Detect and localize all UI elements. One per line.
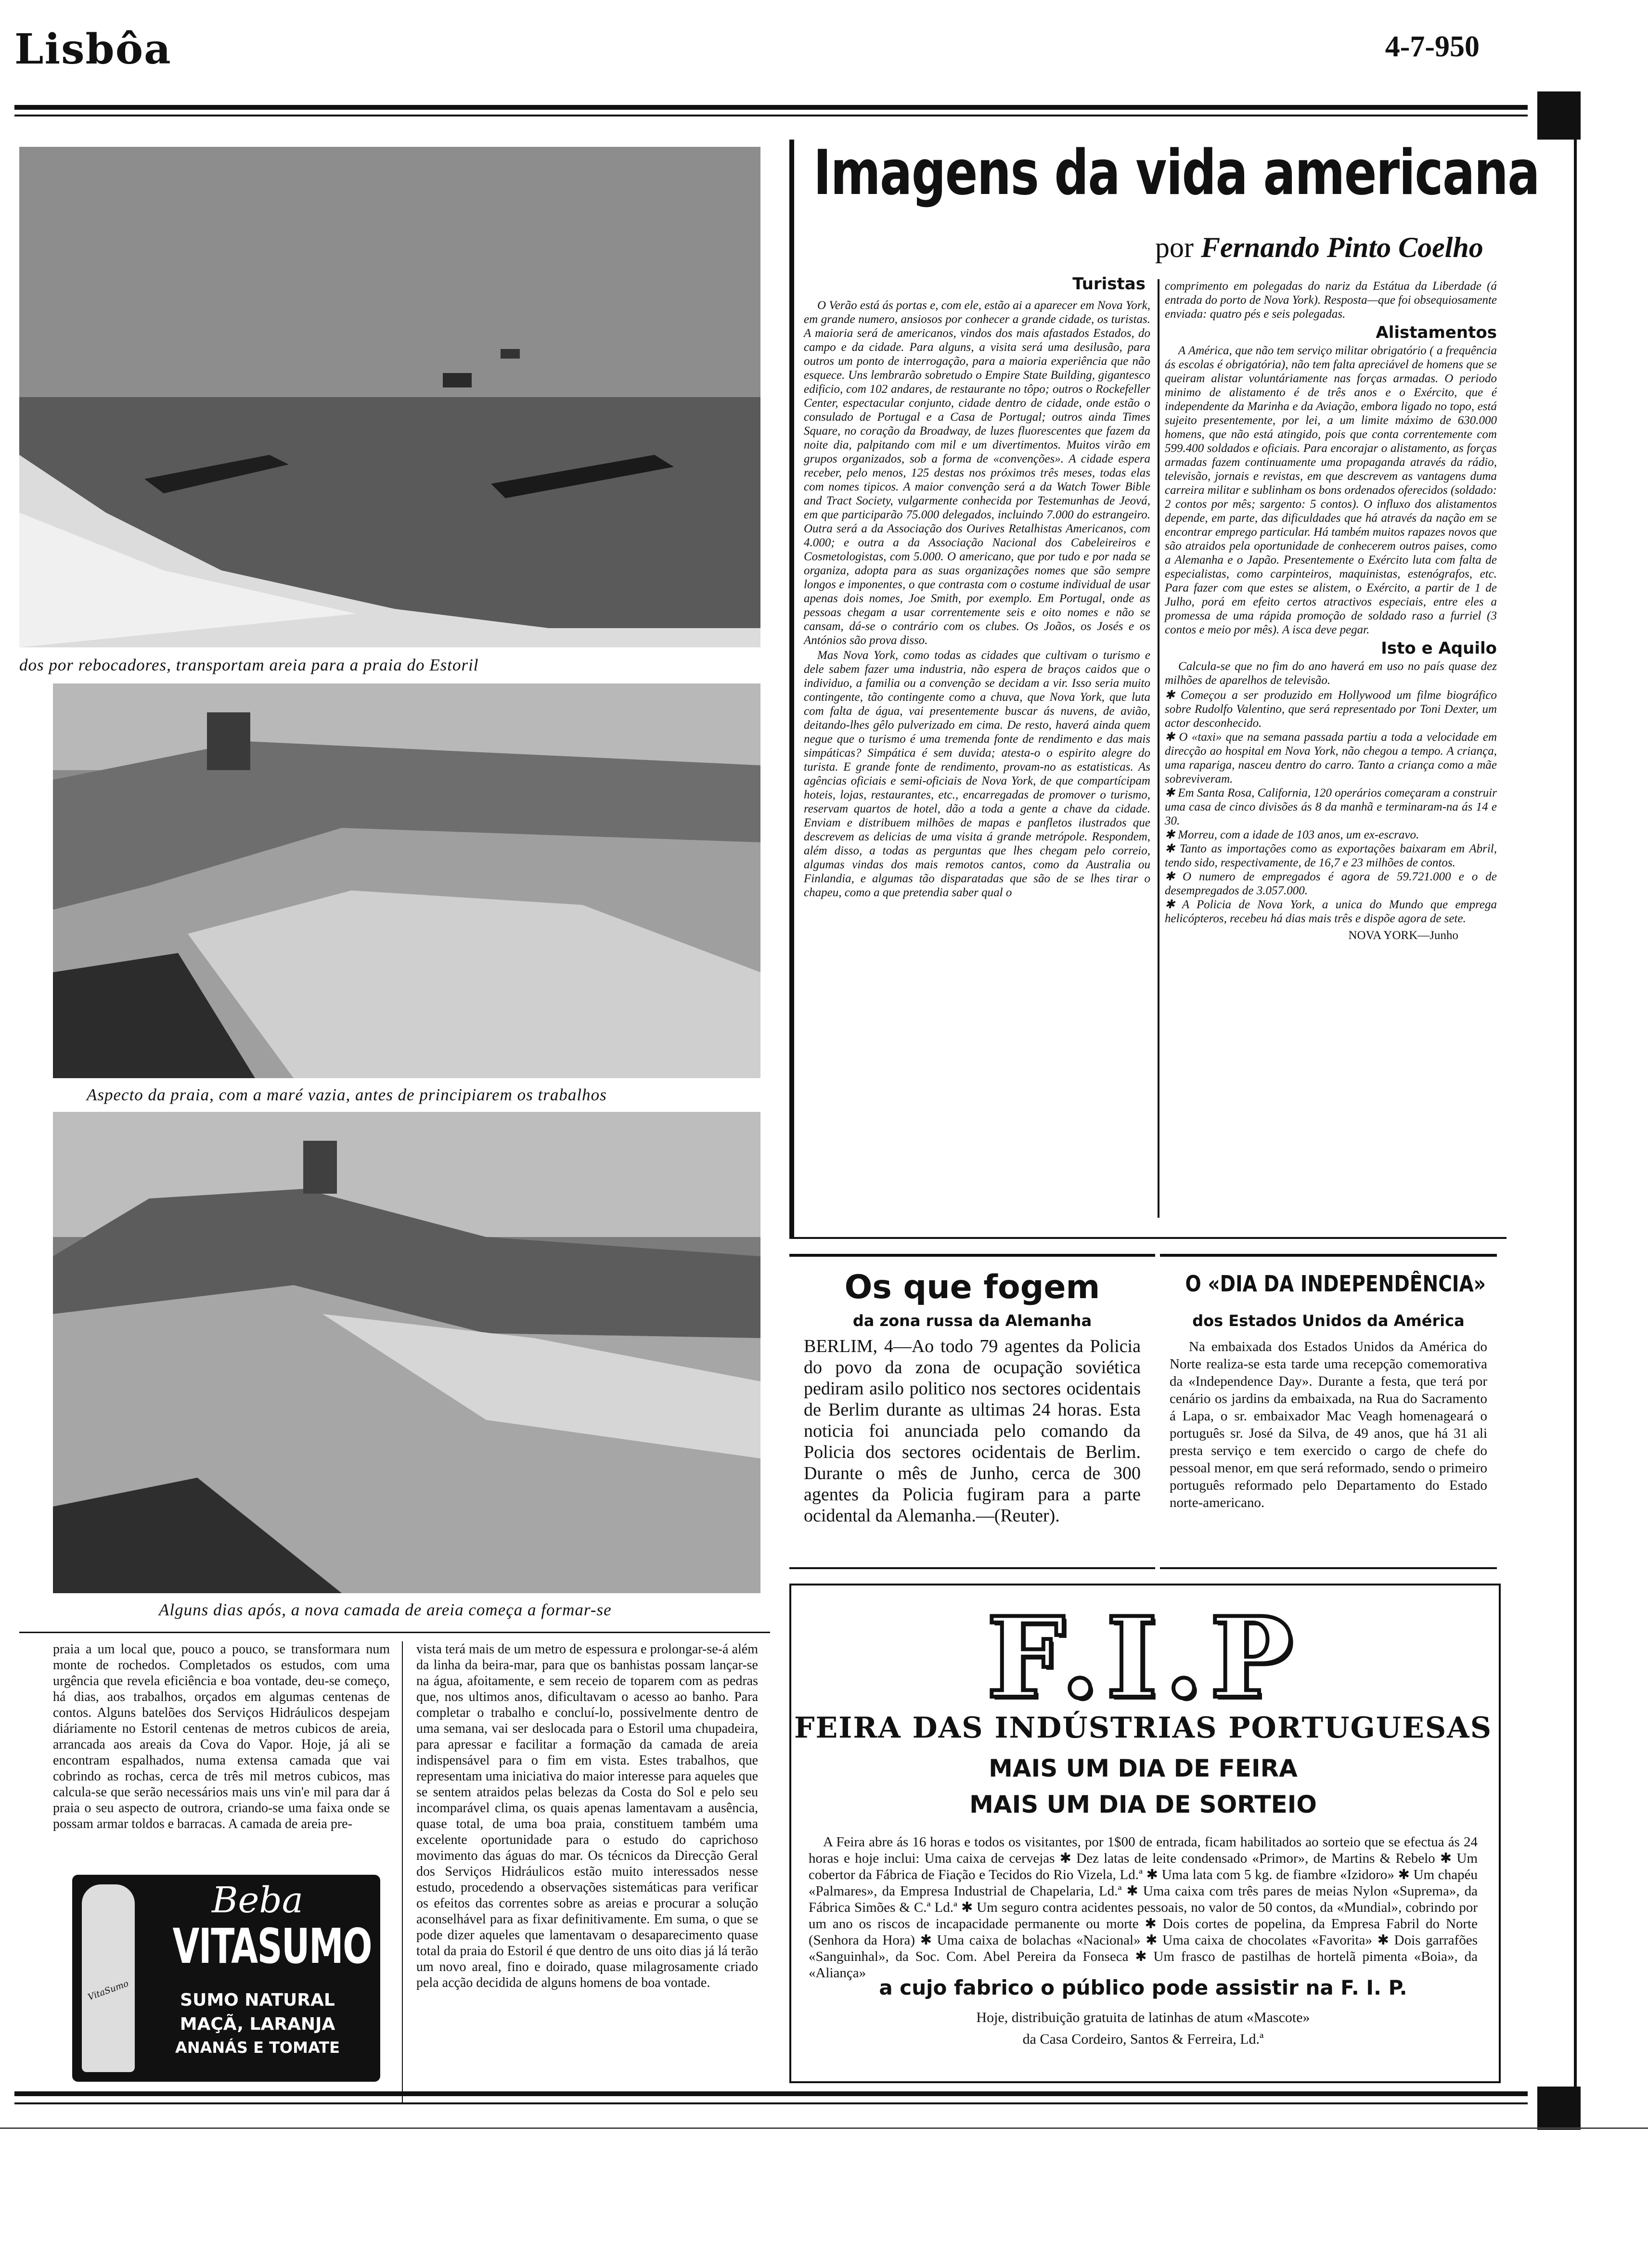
fip-slogan: a cujo fabrico o público pode assistir na F. I. P.	[879, 1976, 1407, 1999]
fip-logo: F.I.P	[986, 1593, 1300, 1723]
turistas-para-1: O Verão está ás portas e, com ele, estão ai a aparecer em Nova York, em grande numero, ansiosos por conhecer a grande cidade, os turistas. A maioria será de americanos, vindos dos mais afastados Estados, do campo e da cidade. Para alguns, a visita será uma desilusão, para outros um ponto de interrogação, para a maioria experiência que não esquece. Uns lembrarão sobretudo o Empire State Building, gigantesco edificio, com 102 andares, de restaurante no tôpo; outros o Rockefeller Center, espectacular conjunto, cidade dentro de cidade, onde estão o consulado de Portugal e a Casa de Portugal; outros ainda Times Square, no coração da Broadway, de luzes fluorescentes que fazem da noite dia, palpitando com mil e um divertimentos. Muitos virão em grupos organizados, sob a forma de «convenções». A cidade espera receber, pelo menos, 125 destas nos próximos três meses, todas elas com nomes tipicos. A maior convenção será a da Watch Tower Bible and Tract Society, vulgarmente conhecida por Testemunhas de Jeová, em que participarão 75.000 delegados, incluindo 7.000 do estrangeiro. Outra será a da Associação dos Ourives Retalhistas Americanos, com 4.000; e outra a da Associação Nacional dos Cabeleireiros e Cosmetologistas, com 5.000. O americano, que por tudo e por nada se organiza, adopta para as suas organizações nomes que são sempre longos e imponentes, o que contrasta com o costume individual de usar apenas dois nomes, Joe Smith, por exemplo. Em Portugal, onde as pessoas chegam a usar correntemente seis e oito nomes e não se cansam, dá-se o contrário com os clubes. Os Joãos, os Josés e os Antónios são prova disso.	[804, 299, 1150, 647]
alistamentos-paragraph: A América, que não tem serviço militar obrigatório ( a frequência ás escolas é obrigatória), não tem falta apreciável de homens que se queiram alistar voluntáriamente nas forças armadas. O periodo minimo de alistamento é de três anos e o Exército, que é independente da Marinha e da Aviação, embora ligado no topo, está sujeito presentemente, por lei, a um limite máximo de 630.000 homens, que não está atingido, pois que conta correntemente com 599.400 soldados e oficiais. Para encorajar o alistamento, as forças armadas fazem continuamente uma propaganda através da rádio, televisão, jornais e revistas, em que descrevem as vantagens duma carreira militar e sublinham os bons ordenados oferecidos (soldado: 2 contos por mês; sargento: 5 contos). O influxo dos alistamentos depende, em parte, das dificuldades que há através da nação em se encontrar emprego particular. Há também muitos rapazes novos que são atraidos pela oportunidade de conhecerem outros paises, como a Alemanha e o Japão. Presentemente o Exército luta com falta de especialistas, como carpinteiros, maquinistas, estenógrafos, etc. Para fazer com que estes se alistem, o Exército, a partir de 1 de Julho, porá em efeito certos atractivos especiais, entre eles a promessa de uma rápida promoção de soldado raso a furriel (3 contos e meio por mês). A isca deve pegar.	[1165, 344, 1497, 636]
vitasumo-line-2: MAÇÃ, LARANJA	[180, 2014, 335, 2034]
photo-caption-1: dos por rebocadores, transportam areia para a praia do Estoril	[19, 656, 479, 674]
footer-rule	[14, 2091, 1528, 2096]
fip-line-2: MAIS UM DIA DE SORTEIO	[969, 1791, 1317, 1818]
margin-block-bottom	[1537, 2087, 1581, 2130]
isto-list	[1165, 688, 1497, 926]
photo-caption-3: Alguns dias após, a nova camada de areia começa a formar-se	[159, 1600, 612, 1619]
feature-headline: Imagens da vida americana	[813, 137, 1540, 209]
list-item: ✱ Em Santa Rosa, California, 120 operários começaram a construir uma casa de cinco divisões ás 8 da manhã e terminaram-na ás 14 e 30.	[1165, 786, 1497, 827]
feature-dateline: NOVA YORK—Junho	[1348, 929, 1458, 942]
fip-footer-1: Hoje, distribuição gratuita de latinhas de atum «Mascote»	[976, 2010, 1310, 2025]
areia-column-2: vista terá mais de um metro de espessura e prolongar-se-á além da linha da beira-mar, para que os banhistas possam lançar-se na água, afoitamente, e sem receio de toparem com as pedras que, nos ultimos anos, dificultavam o acesso ao banho. Para completar o trabalho e concluí-lo, possivelmente dentro de uma semana, vai ser deslocada para o Estoril uma chupadeira, para apressar e facilitar a formação da camada de areia indispensável para o fim em vista. Estes trabalhos, que representam uma iniciativa do maior interesse para aqueles que se sentem atraidos pelas belezas da Costa do Sol e pelo seu incomparável clima, os quais apenas lamentavam a ausência, quase total, de uma boa praia, constituem também uma excelente oportunidade para o estudo do caprichoso movimento das águas do mar. Os técnicos da Direcção Geral dos Serviços Hidráulicos estão muito interessados nesse estudo, procedendo a observações sistemáticas para verificar os efeitos das correntes sobre as areias e procurar a solução aconselhável para as fixar definitivamente. Em suma, o que se pode dizer aqueles que lamentavam o desaparecimento quase total da praia do Estoril é que dentro de uns oito dias já lá terão um novo areal, fino e doirado, quase milagrosamente criado pela acção decidida de alguns homens de boa vontade.	[416, 1642, 758, 1990]
fip-body: A Feira abre ás 16 horas e todos os visitantes, por 1$00 de entrada, ficam habilitados ao sorteio que se efectua ás 24 horas e hoje inclui: Uma caixa de cervejas ✱ Dez latas de leite condensado «Primor», de Martins & Rebelo ✱ Um cobertor da Fábrica de Fiação e Tecidos do Rio Vizela, Ld.ª ✱ Uma lata com 5 kg. de fiambre «Izidoro» ✱ Um chapéu «Palmares», da Empresa Industrial de Chapelaria, Ld.ª ✱ Uma caixa com três pares de meias Nylon «Suprema», da Fábrica Simões & C.ª Ld.ª ✱ Um seguro contra acidentes pessoais, no valor de 50 contos, da «Mundial», cobrindo por um ano os riscos de incapacidade permanente ou morte ✱ Dois cortes de popelina, da Empresa Fabril do Norte (Senhora da Hora) ✱ Uma caixa de bolachas «Nacional» ✱ Uma caixa de chocolates «Favorita» ✱ Dois garrafões «Sanguinhal», da Soc. Com. Abel Pereira da Fonseca ✱ Um frasco de pastilhas de hortelã pimenta «Boia», da «Aliança»	[809, 1834, 1478, 1981]
column-divider	[1158, 279, 1159, 1218]
margin-block-top	[1537, 91, 1581, 140]
areia-rule	[19, 1632, 770, 1633]
nose-paragraph: comprimento em polegadas do nariz da Estátua da Liberdade (á entrada do porto de Nova York). Resposta—que foi obsequiosamente enviada: quatro pés e seis polegadas.	[1165, 280, 1497, 321]
subhead-alistamentos: Alistamentos	[1376, 323, 1497, 342]
independencia-title: O «DIA DA INDEPENDÊNCIA»	[1185, 1271, 1486, 1297]
page-bottom-line	[0, 2127, 1648, 2129]
subhead-isto-aquilo: Isto e Aquilo	[1381, 639, 1497, 658]
photo-barges	[19, 147, 760, 647]
fip-footer-2: da Casa Cordeiro, Santos & Ferreira, Ld.ª	[1022, 2031, 1264, 2047]
list-item: ✱ Começou a ser produzido em Hollywood um filme biográfico sobre Rudolfo Valentino, que será representado por Toni Dexter, um actor desconhecido.	[1165, 689, 1497, 730]
fogem-subtitle: da zona russa da Alemanha	[852, 1312, 1092, 1330]
feature-column-2	[1165, 279, 1497, 942]
list-item: ✱ Morreu, com a idade de 103 anos, um ex-escravo.	[1165, 828, 1419, 841]
vitasumo-bottle-label: VitaSumo	[86, 1978, 130, 2003]
fip-line-1: MAIS UM DIA DE FEIRA	[989, 1754, 1298, 1782]
fogem-title: Os que fogem	[844, 1268, 1100, 1306]
vitasumo-line-3: ANANÁS E TOMATE	[175, 2038, 340, 2057]
photo-caption-2: Aspecto da praia, com a maré vazia, antes de principiarem os trabalhos	[87, 1085, 607, 1104]
header-rule	[14, 105, 1528, 110]
footer-rule-thin	[14, 2102, 1528, 2104]
areia-column-1: praia a um local que, pouco a pouco, se transformara num monte de rochedos. Completados os estudos, com uma urgência que revela eficiência e boa vontade, deu-se começo, há dias, aos trabalhos, orçados em algumas centenas de contos. Alguns batelões dos Serviços Hidráulicos despejam diáriamente no Estoril centenas de metros cubicos de areia, arrancada aos areais da Cova do Vapor. Hoje, já ali se encontram espalhados, numa extensa camada que vai cobrindo as rochas, cerca de três mil metros cubicos, mas calcula-se que serão necessários mais uns vin'e mil para dar á praia o seu aspecto de outrora, criando-se uma faixa onde se possam armar toldos e barracas. A camada de areia pre-	[53, 1642, 390, 1831]
isto-intro: Calcula-se que no fim do ano haverá em uso no país quase dez milhões de aparelhos de televisão.	[1165, 660, 1497, 687]
masthead-title: Lisbôa	[14, 25, 172, 74]
vitasumo-beba: Beba	[212, 1880, 303, 1921]
masthead-date: 4-7-950	[1385, 30, 1480, 63]
list-item: ✱ A Policia de Nova York, a unica do Mundo que emprega helicópteros, recebeu há dias mais três e dispõe agora de sete.	[1165, 898, 1497, 925]
photo-new-sand	[53, 1112, 760, 1593]
vitasumo-bottle	[82, 1884, 135, 2072]
vitasumo-brand: VITASUMO	[172, 1918, 372, 1974]
vitasumo-line-1: SUMO NATURAL	[180, 1990, 335, 2010]
areia-column-divider	[402, 1641, 403, 2103]
fip-title: FEIRA DAS INDÚSTRIAS PORTUGUESAS	[794, 1711, 1493, 1745]
feature-byline: por Fernando Pinto Coelho	[1155, 232, 1483, 263]
right-margin-line	[1574, 140, 1577, 2087]
independencia-body: Na embaixada dos Estados Unidos da América do Norte realiza-se esta tarde uma recepção comemorativa da «Independence Day». Durante a festa, que terá por cenário os jardins da embaixada, na Rua do Sacramento á Lapa, o sr. embaixador Mac Veagh homenageará o português sr. José da Silva, de 49 anos, que há 31 ali presta serviço e tem exercido o cargo de chefe do pessoal menor, em que será reformado, sendo o primeiro português reformado pelo Departamento do Estado norte-americano.	[1170, 1339, 1487, 1510]
photo-beach-low-tide	[53, 683, 760, 1078]
subhead-turistas: Turistas	[1072, 274, 1146, 294]
list-item: ✱ Tanto as importações como as exportações baixaram em Abril, tendo sido, respectivamente, de 16,7 e 23 milhões de contos.	[1165, 842, 1497, 869]
header-rule-thin	[14, 115, 1528, 116]
fogem-body: BERLIM, 4—Ao todo 79 agentes da Policia do povo da zona de ocupação soviética pediram asilo politico nos sectores ocidentais de Berlim durante as ultimas 24 horas. Esta noticia foi anunciada pelo comando da Policia dos sectores ocidentais de Berlim. Durante o mês de Junho, cerca de 300 agentes da Policia fugiram para a parte ocidental da Alemanha.—(Reuter).	[804, 1336, 1141, 1526]
turistas-para-2: Mas Nova York, como todas as cidades que cultivam o turismo e dele sabem fazer uma industria, não espera de braços caidos que o individuo, a familia ou a convenção se decidam a vir. Isso seria muito contingente, tão contingente como a chuva, que Nova York, que luta com falta de água, vai presentemente buscar ás nuvens, de avião, deitando-lhes gêlo pulverizado em cima. De resto, haverá ainda quem negue que o turismo é uma tremenda fonte de rendimento e das mais simpáticas? Simpática é sem duvida; atesta-o o espirito alegre do turista. E grande fonte de rendimento, provam-no as estatisticas. As agências oficiais e semi-oficiais de Nova York, de que compartícipam hoteis, lojas, restaurantes, etc., encarregadas de promover o turismo, reservam quartos de hotel, dão a toda a gente a chave da cidade. Enviam e distribuem milhões de mapas e panfletos ilustrados que descrevem as delicias de uma visita á grande metrópole. Respondem, além disso, a todas as perguntas que lhes chegam pelo correio, algumas vindas dos mais remotos cantos, como da Australia ou Finlandia, e algumas tão disparatadas que são de se lhes tirar o chapeu, como a que pretendia saber qual o	[804, 649, 1150, 899]
list-item: ✱ O numero de empregados é agora de 59.721.000 e o de desempregados de 3.057.000.	[1165, 870, 1497, 897]
list-item: ✱ O «taxi» que na semana passada partiu a toda a velocidade em direcção ao hospital em Nova York, não chegou a tempo. A criança, uma rapariga, nasceu dentro do carro. Tanto a criança como a mãe sobreviveram.	[1165, 731, 1497, 786]
turistas-column	[804, 298, 1150, 901]
independencia-subtitle: dos Estados Unidos da América	[1192, 1312, 1465, 1330]
